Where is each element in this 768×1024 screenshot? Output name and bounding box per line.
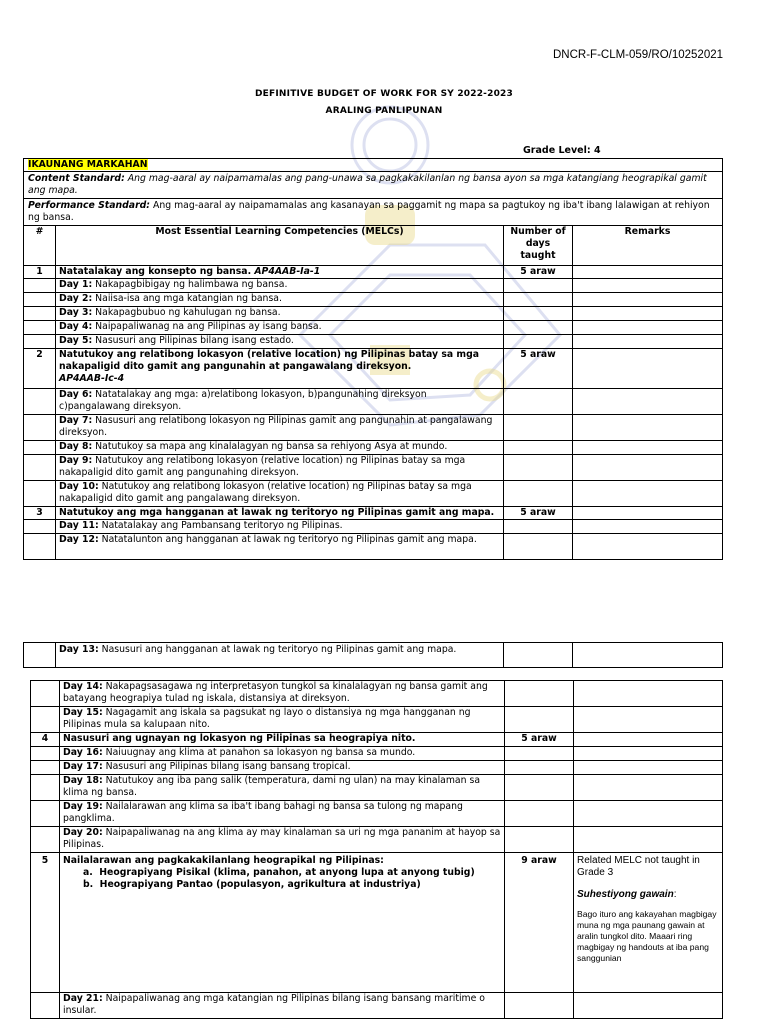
subject-title: ARALING PANLIPUNAN [325, 106, 443, 116]
melc-code: AP4AAB-Ic-4 [59, 373, 125, 384]
melc-text: Nasusuri ang ugnayan ng lokasyon ng Pilipinas sa heograpiya nito. [60, 733, 505, 747]
grade-level: Grade Level: 4 [523, 145, 601, 156]
day-row: Day 21: Naipapaliwanag ang mga katangian ng Pilipinas bilang isang bansang maritime o insular. [60, 993, 505, 1019]
budget-table-1 [23, 158, 723, 560]
melc-remarks [573, 349, 723, 389]
day-row: Day 5: Nasusuri ang Pilipinas bilang isang estado. [56, 335, 504, 349]
melc-days: 9 araw [505, 853, 574, 993]
day-row: Day 18: Natutukoy ang iba pang salik (temperatura, dami ng ulan) na may kinalaman sa klima ng bansa. [60, 775, 505, 801]
melc-number: 3 [24, 507, 56, 520]
melc-number: 2 [24, 349, 56, 389]
melc-sub-b: b. Heograpiyang Pantao (populasyon, agrikultura at industriya) [83, 879, 421, 890]
content-standard [24, 172, 723, 199]
day-row: Day 10: Natutukoy ang relatibong lokasyon (relative location) ng Pilipinas batay sa mga nakapaligid dito gamit ang pangalawang direksyon. [56, 481, 504, 507]
budget-table-2 [23, 642, 723, 668]
day-row: Day 7: Nasusuri ang relatibong lokasyon ng Pilipinas gamit ang pangunahin at pangalawang direksyon. [56, 415, 504, 441]
day-row: Day 4: Naipapaliwanag na ang Pilipinas ay isang bansa. [56, 321, 504, 335]
melc-sub-a: a. Heograpiyang Pisikal (klima, panahon, at anyong lupa at anyong tubig) [83, 867, 475, 878]
day-row: Day 15: Nagagamit ang iskala sa pagsukat ng layo o distansiya ng mga hangganan ng Pilipinas mula sa kalupaan nito. [60, 707, 505, 733]
remarks-suggestion-label: Suhestiyong gawain: [577, 889, 677, 900]
day-row: Day 20: Naipapaliwanag na ang klima ay may kinalaman sa uri ng mga pananim at hayop sa Pilipinas. [60, 827, 505, 853]
melc-number: 4 [31, 733, 60, 747]
remarks-note: Related MELC not taught in Grade 3 [577, 855, 700, 878]
day-row: Day 17: Nasusuri ang Pilipinas bilang isang bansang tropical. [60, 761, 505, 775]
performance-standard-text: Ang mag-aaral ay naipamamalas ang kasanayan sa paggamit ng mapa sa pagtukoy ng iba't ibang lalawigan at rehiyon ng bansa. [28, 200, 710, 223]
day-row: Day 8: Natutukoy sa mapa ang kinalalagyan ng bansa sa rehiyong Asya at mundo. [56, 441, 504, 455]
content-standard-text: Ang mag-aaral ay naipamamalas ang pang-unawa sa pagkakakilanlan ng bansa ayon sa mga katangiang heograpikal gamit ang mapa. [28, 173, 707, 196]
melc-text: Natatalakay ang konsepto ng bansa. AP4AAB-Ia-1 [56, 266, 504, 279]
day-row: Day 2: Naiisa-isa ang mga katangian ng bansa. [56, 293, 504, 307]
day-row: Day 11: Natatalakay ang Pambansang teritoryo ng Pilipinas. [56, 520, 504, 534]
melc-remarks [574, 733, 723, 747]
day-row: Day 1: Nakapagbibigay ng halimbawa ng bansa. [56, 279, 504, 293]
quarter-label: IKAUNANG MARKAHAN [28, 159, 148, 170]
day-row: Day 14: Nakapagsasagawa ng interpretasyon tungkol sa kinalalagyan ng bansa gamit ang batayang heograpiya tulad ng iskala, distansiya at direksyon. [60, 681, 505, 707]
day-row: Day 3: Nakapagbubuo ng kahulugan ng bansa. [56, 307, 504, 321]
melc-number: 5 [31, 853, 60, 993]
melc-remarks [573, 507, 723, 520]
header-melc: Most Essential Learning Competencies (MELCs) [56, 226, 504, 266]
melc-days: 5 araw [504, 266, 573, 279]
day-row: Day 13: Nasusuri ang hangganan at lawak ng teritoryo ng Pilipinas gamit ang mapa. [56, 643, 504, 668]
melc-remarks [574, 853, 723, 993]
day-row: Day 6: Natatalakay ang mga: a)relatibong lokasyon, b)pangunahing direksyon c)pangalawang direksyon. [56, 389, 504, 415]
performance-standard [24, 199, 723, 226]
budget-table-3 [30, 680, 723, 1019]
header-days: Number of days taught [504, 226, 573, 266]
melc-code: AP4AAB-Ia-1 [254, 266, 321, 277]
melc-remarks [573, 266, 723, 279]
day-row: Day 19: Nailalarawan ang klima sa iba't ibang bahagi ng bansa sa tulong ng mapang pangklima. [60, 801, 505, 827]
remarks-suggestion-text: Bago ituro ang kakayahan magbigay muna ng mga paunang gawain at aralin tungkol dito. Maaari ring magbigay ng handouts at iba pang sanggunian [577, 909, 717, 963]
content-standard-label: Content Standard: [28, 173, 125, 184]
melc-days: 5 araw [504, 349, 573, 389]
day-row: Day 16: Naiuugnay ang klima at panahon sa lokasyon ng bansa sa mundo. [60, 747, 505, 761]
melc-days: 5 araw [505, 733, 574, 747]
day-row: Day 9: Natutukoy ang relatibong lokasyon (relative location) ng Pilipinas batay sa mga nakapaligid dito gamit ang pangunahing direksyon. [56, 455, 504, 481]
performance-standard-label: Performance Standard: [28, 200, 151, 211]
melc-text: Natutukoy ang relatibong lokasyon (relative location) ng Pilipinas batay sa mga nakapaligid dito gamit ang pangunahin at pangawalang direksyon. AP4AAB-Ic-4 [56, 349, 504, 389]
day-row: Day 12: Natatalunton ang hangganan at lawak ng teritoryo ng Pilipinas gamit ang mapa. [56, 534, 504, 560]
melc-text: Nailalarawan ang pagkakakilanlang heograpikal ng Pilipinas: a. Heograpiyang Pisikal (klima, panahon, at anyong lupa at anyong tubig) b. Heograpiyang Pantao (populasyon, agrikultura at industriya) [60, 853, 505, 993]
melc-text: Natutukoy ang mga hangganan at lawak ng teritoryo ng Pilipinas gamit ang mapa. [56, 507, 504, 520]
melc-number: 1 [24, 266, 56, 279]
document-title: DEFINITIVE BUDGET OF WORK FOR SY 2022-2023 [255, 89, 513, 99]
melc-days: 5 araw [504, 507, 573, 520]
document-number: DNCR-F-CLM-059/RO/10252021 [553, 49, 724, 61]
header-num: # [24, 226, 56, 266]
header-remarks: Remarks [573, 226, 723, 266]
quarter-row [24, 159, 723, 172]
